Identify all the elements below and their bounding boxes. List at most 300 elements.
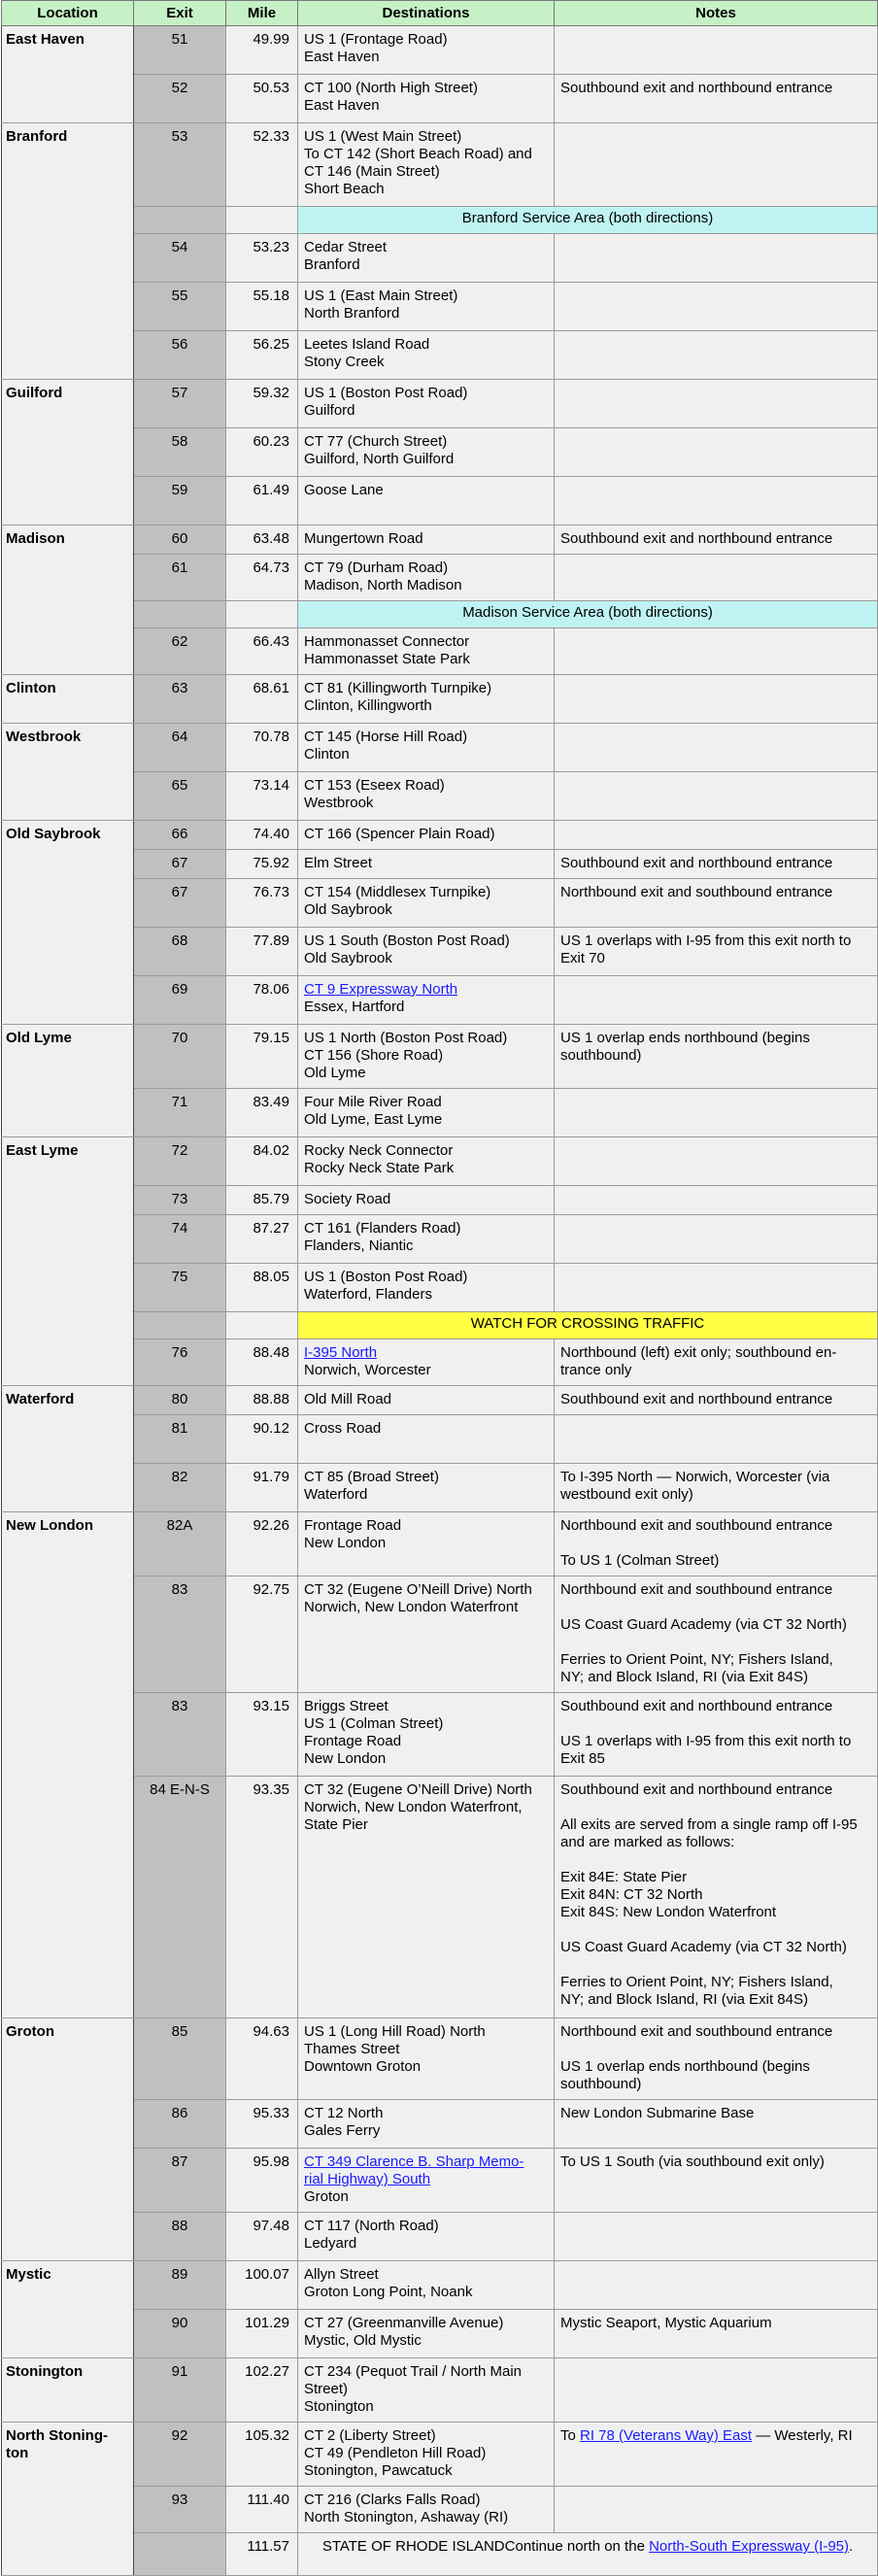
notes-cell: [555, 2261, 878, 2310]
destination-line: US 1 (Frontage Road): [304, 31, 448, 48]
notes-cell: [555, 2213, 878, 2261]
destination-line: Gales Ferry: [304, 2122, 381, 2139]
destinations-cell: [298, 2149, 555, 2213]
exit-cell: 57: [134, 380, 226, 428]
note-line: southbound): [560, 2076, 642, 2092]
exit-cell: 66: [134, 821, 226, 850]
mile-cell: 74.40: [226, 821, 298, 850]
table-row: [2, 123, 878, 207]
note-line: To US 1 (Colman Street): [560, 1552, 720, 1569]
exit-cell: 70: [134, 1025, 226, 1089]
note-line: Southbound exit and northbound entrance: [560, 855, 833, 871]
exit-cell: 75: [134, 1264, 226, 1312]
exit-cell: [134, 601, 226, 628]
service-area-banner: Madison Service Area (both directions): [298, 601, 878, 628]
destination-line: CT 12 North: [304, 2105, 384, 2121]
mile-cell: 83.49: [226, 1089, 298, 1137]
location-cell: Old Saybrook: [2, 821, 134, 1025]
note-line: New London Submarine Base: [560, 2105, 755, 2121]
destination-line: Elm Street: [304, 855, 373, 871]
notes-cell: [555, 1137, 878, 1186]
notes-cell: [555, 2487, 878, 2533]
table-row: [2, 1386, 878, 1415]
exit-cell: 74: [134, 1215, 226, 1264]
mile-cell: 78.06: [226, 976, 298, 1025]
destinations-cell: [298, 2261, 555, 2310]
destination-line: Rocky Neck Connector: [304, 1142, 454, 1159]
notes-cell: [555, 1339, 878, 1386]
location-cell: North Stoning-ton: [2, 2423, 134, 2576]
mile-cell: 92.75: [226, 1576, 298, 1693]
location-cell: Groton: [2, 2018, 134, 2261]
note-line: Northbound exit and southbound entrance: [560, 1581, 833, 1598]
note-line: Northbound (left) exit only; southbound en-: [560, 1344, 837, 1361]
table-row: [2, 1339, 878, 1386]
destinations-cell: [298, 879, 555, 928]
destination-line: [304, 1344, 548, 1362]
note-line: Exit 84S: New London Waterfront: [560, 1904, 777, 1920]
destinations-cell: [298, 1215, 555, 1264]
table-row: [2, 75, 878, 123]
destinations-cell: [298, 1415, 555, 1464]
notes-cell: [555, 628, 878, 675]
table-row: [2, 850, 878, 879]
destinations-cell: [298, 772, 555, 821]
destination-line: Old Saybrook: [304, 901, 392, 918]
destination-line: Cedar Street: [304, 239, 388, 255]
destinations-cell: [298, 1693, 555, 1777]
note-line: To I-395 North — Norwich, Worcester (via: [560, 1469, 830, 1485]
note-line: Ferries to Orient Point, NY; Fishers Island,: [560, 1651, 833, 1668]
destination-line: Branford: [304, 256, 360, 273]
destination-line: Norwich, New London Waterfront,: [304, 1799, 523, 1815]
destination-line: Madison, North Madison: [304, 577, 462, 593]
destination-line: North Branford: [304, 305, 400, 322]
destination-line: North Stonington, Ashaway (RI): [304, 2509, 509, 2525]
table-row: [2, 1415, 878, 1464]
destinations-cell: [298, 1512, 555, 1576]
note-line: Exit 84N: CT 32 North: [560, 1886, 703, 1903]
destinations-cell: [298, 2213, 555, 2261]
location-cell: Old Lyme: [2, 1025, 134, 1137]
notes-cell: [555, 75, 878, 123]
exit-cell: 84 E-N-S: [134, 1777, 226, 2018]
destinations-cell: [298, 75, 555, 123]
destination-line: Street): [304, 2381, 349, 2397]
location-cell: Waterford: [2, 1386, 134, 1512]
destinations-cell: [298, 234, 555, 283]
destination-line: CT 154 (Middlesex Turnpike): [304, 884, 491, 900]
note-line: To RI 78 (Veterans Way) East — Westerly, RI: [560, 2427, 853, 2444]
exit-cell: 71: [134, 1089, 226, 1137]
notes-cell: [555, 1025, 878, 1089]
note-line: Southbound exit and northbound entrance: [560, 1698, 833, 1714]
table-row: [2, 2533, 878, 2576]
header-mile: Mile: [226, 1, 298, 26]
destination-line: Four Mile River Road: [304, 1094, 442, 1110]
table-row: [2, 283, 878, 331]
destinations-cell: [298, 2018, 555, 2100]
destination-line: US 1 (Boston Post Road): [304, 385, 468, 401]
destination-line: Rocky Neck State Park: [304, 1160, 455, 1176]
table-row: [2, 675, 878, 724]
destination-line: Old Saybrook: [304, 950, 392, 966]
table-row: [2, 2100, 878, 2149]
destination-line: US 1 South (Boston Post Road): [304, 932, 510, 949]
table-row: [2, 331, 878, 380]
route-link[interactable]: North-South Expressway (I-95): [649, 2538, 849, 2555]
exit-cell: 87: [134, 2149, 226, 2213]
destination-line: Norwich, New London Waterfront: [304, 1599, 519, 1615]
location-cell: East Lyme: [2, 1137, 134, 1386]
note-line: Northbound exit and southbound entrance: [560, 1517, 833, 1534]
exit-cell: 91: [134, 2358, 226, 2423]
table-row: [2, 2487, 878, 2533]
destination-line: CT 216 (Clarks Falls Road): [304, 2491, 481, 2508]
location-cell: New London: [2, 1512, 134, 2018]
destination-line: Briggs Street: [304, 1698, 388, 1714]
destination-line: CT 79 (Durham Road): [304, 559, 449, 576]
note-line: Continue north on the North-South Expressway (I-95).: [504, 2538, 854, 2555]
destinations-cell: [298, 2358, 555, 2423]
destination-line: Ledyard: [304, 2235, 357, 2252]
exit-cell: 68: [134, 928, 226, 976]
header-exit: Exit: [134, 1, 226, 26]
destination-line: Frontage Road: [304, 1733, 402, 1749]
mile-cell: 61.49: [226, 477, 298, 525]
mile-cell: 111.40: [226, 2487, 298, 2533]
mile-cell: 93.35: [226, 1777, 298, 2018]
notes-cell: [555, 724, 878, 772]
table-row: [2, 601, 878, 628]
destinations-cell: [298, 724, 555, 772]
destination-line: Essex, Hartford: [304, 999, 405, 1015]
route-link[interactable]: rial Highway) South: [304, 2171, 431, 2187]
table-row: [2, 2018, 878, 2100]
table-row: [2, 1137, 878, 1186]
table-row: [2, 555, 878, 601]
table-row: [2, 207, 878, 234]
table-row: [2, 628, 878, 675]
mile-cell: 88.88: [226, 1386, 298, 1415]
note-line: US Coast Guard Academy (via CT 32 North): [560, 1939, 847, 1955]
exit-cell: 92: [134, 2423, 226, 2487]
header-destinations: Destinations: [298, 1, 555, 26]
table-row: [2, 26, 878, 75]
destination-line: CT 161 (Flanders Road): [304, 1220, 461, 1237]
destination-line: CT 85 (Broad Street): [304, 1469, 439, 1485]
note-line: US 1 overlap ends northbound (begins southbound): [560, 1030, 810, 1064]
table-row: [2, 380, 878, 428]
exit-cell: 81: [134, 1415, 226, 1464]
note-line: Northbound exit and southbound entrance: [560, 884, 833, 900]
mile-cell: 52.33: [226, 123, 298, 207]
table-row: [2, 1025, 878, 1089]
note-line: Exit 84E: State Pier: [560, 1869, 688, 1885]
notes-cell: [555, 2100, 878, 2149]
destination-line: Stony Creek: [304, 354, 385, 370]
notes-cell: [555, 2310, 878, 2358]
mile-cell: 92.26: [226, 1512, 298, 1576]
note-line: Southbound exit and northbound entrance: [560, 1391, 833, 1407]
mile-cell: 77.89: [226, 928, 298, 976]
mile-cell: 94.63: [226, 2018, 298, 2100]
destination-line: Groton: [304, 2188, 349, 2205]
notes-cell: [555, 1512, 878, 1576]
notes-cell: [555, 1464, 878, 1512]
notes-cell: [555, 772, 878, 821]
exit-cell: 53: [134, 123, 226, 207]
table-row: [2, 525, 878, 555]
mile-cell: 105.32: [226, 2423, 298, 2487]
table-row: [2, 1512, 878, 1576]
destination-line: CT 49 (Pendleton Hill Road): [304, 2445, 487, 2461]
table-row: [2, 2310, 878, 2358]
mile-cell: 66.43: [226, 628, 298, 675]
destination-line: Stonington: [304, 2398, 374, 2415]
exit-cell: 62: [134, 628, 226, 675]
destination-line: Clinton, Killingworth: [304, 697, 432, 714]
exit-cell: 82A: [134, 1512, 226, 1576]
exit-cell: 90: [134, 2310, 226, 2358]
destination-line: US 1 North (Boston Post Road): [304, 1030, 508, 1046]
exit-cell: 83: [134, 1576, 226, 1693]
note-line: westbound exit only): [560, 1486, 693, 1503]
destination-line: Thames Street: [304, 2041, 400, 2057]
destination-line: Norwich, Worcester: [304, 1362, 431, 1378]
exit-cell: 72: [134, 1137, 226, 1186]
note-line: US 1 overlap ends northbound (begins: [560, 2058, 810, 2075]
table-row: [2, 976, 878, 1025]
destinations-cell: [298, 525, 555, 555]
route-link[interactable]: I-395 North: [304, 1344, 378, 1361]
destinations-cell: [298, 1464, 555, 1512]
route-link[interactable]: CT 349 Clarence B. Sharp Memo-: [304, 2153, 524, 2170]
mile-cell: 100.07: [226, 2261, 298, 2310]
mile-cell: 95.98: [226, 2149, 298, 2213]
table-row: [2, 928, 878, 976]
table-row: [2, 724, 878, 772]
table-row: [2, 2261, 878, 2310]
destinations-cell: [298, 555, 555, 601]
destinations-cell: [298, 331, 555, 380]
destination-line: Society Road: [304, 1191, 391, 1207]
destination-line: CT 81 (Killingworth Turnpike): [304, 680, 492, 696]
mile-cell: 111.57: [226, 2533, 298, 2576]
destinations-cell: [298, 1025, 555, 1089]
mile-cell: 68.61: [226, 675, 298, 724]
location-cell: East Haven: [2, 26, 134, 123]
destination-line: New London: [304, 1535, 387, 1551]
destination-line: Old Lyme: [304, 1065, 366, 1081]
note-line: STATE OF RHODE ISLAND: [321, 2538, 505, 2555]
notes-cell: [555, 1386, 878, 1415]
destination-line: Mystic, Old Mystic: [304, 2332, 422, 2349]
destination-line: CT 32 (Eugene O’Neill Drive) North: [304, 1581, 532, 1598]
destinations-cell: [298, 123, 555, 207]
mile-cell: 75.92: [226, 850, 298, 879]
destination-line: Waterford, Flanders: [304, 1286, 432, 1303]
exit-cell: 54: [134, 234, 226, 283]
mile-cell: 55.18: [226, 283, 298, 331]
table-row: [2, 1693, 878, 1777]
location-cell: Madison: [2, 525, 134, 675]
destinations-cell: [298, 1576, 555, 1693]
exit-cell: 67: [134, 850, 226, 879]
destination-line: CT 145 (Horse Hill Road): [304, 729, 468, 745]
destination-line: Westbrook: [304, 795, 374, 811]
notes-cell: [555, 123, 878, 207]
note-line: Southbound exit and northbound entrance: [560, 530, 833, 547]
notes-cell: [555, 2149, 878, 2213]
note-line: To US 1 South (via southbound exit only): [560, 2153, 825, 2170]
table-row: [2, 1312, 878, 1339]
exit-cell: 56: [134, 331, 226, 380]
table-row: [2, 2423, 878, 2487]
exit-cell: [134, 207, 226, 234]
destination-line: US 1 (Boston Post Road): [304, 1269, 468, 1285]
destination-line: US 1 (East Main Street): [304, 288, 458, 304]
exit-cell: 93: [134, 2487, 226, 2533]
exit-list-table: [1, 0, 878, 2576]
notes-cell: [555, 1415, 878, 1464]
route-link[interactable]: RI 78 (Veterans Way) East: [580, 2427, 753, 2444]
location-cell: Mystic: [2, 2261, 134, 2358]
notes-cell: [555, 850, 878, 879]
exit-cell: [134, 1312, 226, 1339]
destination-line: CT 27 (Greenmanville Avenue): [304, 2315, 504, 2331]
exit-cell: 58: [134, 428, 226, 477]
exit-cell: 65: [134, 772, 226, 821]
notes-cell: [555, 380, 878, 428]
mile-cell: 70.78: [226, 724, 298, 772]
location-cell: Guilford: [2, 380, 134, 525]
exit-cell: 67: [134, 879, 226, 928]
note-line: Northbound exit and southbound entrance: [560, 2023, 833, 2040]
destinations-cell: [298, 283, 555, 331]
exit-cell: 83: [134, 1693, 226, 1777]
notes-cell: [555, 1693, 878, 1777]
destination-line: Waterford: [304, 1486, 368, 1503]
mile-cell: 59.32: [226, 380, 298, 428]
note-line: NY; and Block Island, RI (via Exit 84S): [560, 1669, 808, 1685]
exit-cell: 64: [134, 724, 226, 772]
destination-line: Groton Long Point, Noank: [304, 2284, 473, 2300]
note-line: Exit 85: [560, 1750, 605, 1767]
exit-cell: 86: [134, 2100, 226, 2149]
mile-cell: 79.15: [226, 1025, 298, 1089]
destination-line: Old Lyme, East Lyme: [304, 1111, 443, 1128]
route-link[interactable]: CT 9 Expressway North: [304, 981, 458, 998]
destinations-cell: [298, 2423, 555, 2487]
notes-cell: [555, 234, 878, 283]
note-line: US 1 overlaps with I-95 from this exit north to: [560, 1733, 852, 1749]
destination-line: Allyn Street: [304, 2266, 379, 2283]
mile-cell: 49.99: [226, 26, 298, 75]
destination-line: CT 234 (Pequot Trail / North Main: [304, 2363, 522, 2380]
mile-cell: 63.48: [226, 525, 298, 555]
mile-cell: 90.12: [226, 1415, 298, 1464]
notes-cell: [555, 1777, 878, 2018]
exit-cell: 60: [134, 525, 226, 555]
exit-cell: 55: [134, 283, 226, 331]
mile-cell: 102.27: [226, 2358, 298, 2423]
table-row: [2, 234, 878, 283]
location-cell: Branford: [2, 123, 134, 380]
destination-line: Downtown Groton: [304, 2058, 422, 2075]
exit-cell: 52: [134, 75, 226, 123]
mile-cell: 60.23: [226, 428, 298, 477]
destination-line: Leetes Island Road: [304, 336, 430, 353]
mile-cell: 91.79: [226, 1464, 298, 1512]
mile-cell: 95.33: [226, 2100, 298, 2149]
note-line: and are marked as follows:: [560, 1834, 735, 1850]
table-row: [2, 428, 878, 477]
mile-cell: 73.14: [226, 772, 298, 821]
table-row: [2, 2213, 878, 2261]
mile-cell: 56.25: [226, 331, 298, 380]
mile-cell: 84.02: [226, 1137, 298, 1186]
table-row: [2, 821, 878, 850]
destination-line: Cross Road: [304, 1420, 382, 1437]
notes-cell: [555, 2018, 878, 2100]
destination-line: Goose Lane: [304, 482, 384, 498]
notes-cell: [555, 1576, 878, 1693]
exit-cell: 63: [134, 675, 226, 724]
mile-cell: 87.27: [226, 1215, 298, 1264]
mile-cell: [226, 207, 298, 234]
notes-cell: [555, 928, 878, 976]
exit-cell: 88: [134, 2213, 226, 2261]
destinations-cell: [298, 628, 555, 675]
destinations-cell: [298, 1264, 555, 1312]
destination-line: [304, 2171, 548, 2188]
notes-cell: [555, 675, 878, 724]
mile-cell: 85.79: [226, 1186, 298, 1215]
mile-cell: 76.73: [226, 879, 298, 928]
destination-line: CT 100 (North High Street): [304, 80, 478, 96]
table-row: [2, 1264, 878, 1312]
crossing-traffic-warning: WATCH FOR CROSSING TRAFFIC: [298, 1312, 878, 1339]
destination-line: Stonington, Pawcatuck: [304, 2462, 453, 2479]
location-cell: Stonington: [2, 2358, 134, 2423]
exit-cell: 73: [134, 1186, 226, 1215]
notes-cell: [555, 1186, 878, 1215]
note-line: Ferries to Orient Point, NY; Fishers Island,: [560, 1974, 833, 1990]
exit-cell: 59: [134, 477, 226, 525]
destinations-cell: [298, 2487, 555, 2533]
table-row: [2, 1186, 878, 1215]
destination-line: Hammonasset State Park: [304, 651, 470, 667]
note-line: Southbound exit and northbound entrance: [560, 1781, 833, 1798]
destination-line: CT 77 (Church Street): [304, 433, 448, 450]
notes-cell: [555, 555, 878, 601]
destinations-cell: [298, 928, 555, 976]
destination-line: East Haven: [304, 49, 380, 65]
mile-cell: [226, 601, 298, 628]
exit-cell: 69: [134, 976, 226, 1025]
destination-line: Short Beach: [304, 181, 385, 197]
notes-cell: [555, 1264, 878, 1312]
destination-line: US 1 (West Main Street): [304, 128, 462, 145]
table-row: [2, 1777, 878, 2018]
destination-line: Old Mill Road: [304, 1391, 392, 1407]
destination-line: Frontage Road: [304, 1517, 402, 1534]
notes-cell: [555, 525, 878, 555]
table-row: [2, 1576, 878, 1693]
service-area-banner: Branford Service Area (both directions): [298, 207, 878, 234]
destination-line: CT 32 (Eugene O’Neill Drive) North: [304, 1781, 532, 1798]
